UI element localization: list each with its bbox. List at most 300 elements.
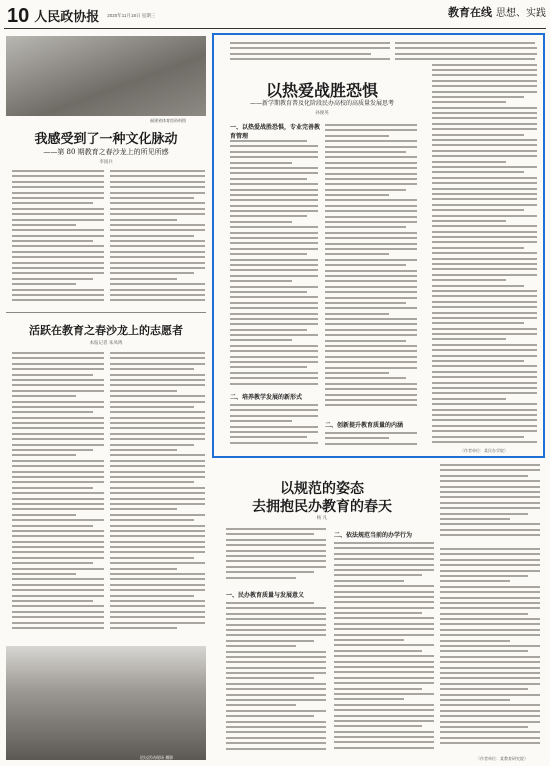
text-line — [226, 571, 314, 573]
text-line — [12, 208, 104, 210]
text-line — [12, 267, 104, 269]
text-line — [12, 390, 104, 392]
regulation-body-col3 — [440, 548, 540, 753]
text-line — [325, 377, 406, 379]
text-line — [334, 704, 434, 706]
text-line — [325, 183, 417, 185]
text-line — [230, 383, 318, 385]
text-line — [230, 302, 318, 304]
text-line — [230, 189, 318, 191]
regulation-title-line1: 以规范的姿态 — [280, 481, 364, 497]
text-line — [325, 275, 417, 277]
text-line — [12, 476, 104, 478]
text-line — [110, 368, 194, 370]
text-line — [325, 264, 406, 266]
text-line — [440, 602, 540, 604]
text-line — [110, 240, 205, 242]
text-line — [12, 449, 93, 451]
regulation-heading-1: 一、民办教育质量与发展意义 — [226, 592, 305, 599]
text-line — [334, 655, 434, 657]
text-line — [110, 535, 205, 537]
text-line — [12, 401, 104, 403]
text-line — [110, 471, 205, 473]
text-line — [325, 394, 417, 396]
text-line — [230, 47, 390, 49]
text-line — [334, 639, 404, 641]
text-line — [440, 523, 540, 525]
text-line — [110, 444, 194, 446]
text-line — [12, 514, 76, 516]
text-line — [110, 498, 205, 500]
text-line — [226, 694, 326, 696]
text-line — [226, 683, 326, 685]
text-line — [110, 192, 205, 194]
text-line — [432, 409, 537, 411]
text-line — [440, 507, 540, 509]
text-line — [12, 605, 104, 607]
text-line — [12, 611, 104, 613]
text-line — [12, 492, 104, 494]
photo-caption: 福建省体育馆资料图 — [150, 118, 186, 123]
text-line — [432, 134, 524, 136]
text-line — [325, 156, 417, 158]
text-line — [12, 229, 104, 231]
text-line — [12, 379, 104, 381]
text-line — [226, 624, 326, 626]
text-line — [230, 286, 318, 288]
text-line — [334, 596, 434, 598]
text-line — [226, 656, 326, 658]
regulation-title-line2: 去拥抱民办教育的春天 — [252, 499, 392, 515]
side-column-top — [440, 464, 540, 544]
text-line — [12, 192, 104, 194]
text-line — [230, 426, 318, 428]
text-line — [226, 748, 326, 750]
text-line — [12, 368, 104, 370]
text-line — [12, 181, 104, 183]
text-line — [226, 555, 326, 557]
text-line — [334, 725, 422, 727]
text-line — [334, 731, 434, 733]
text-line — [230, 210, 318, 212]
text-line — [432, 53, 537, 55]
text-line — [432, 441, 537, 443]
text-line — [110, 219, 177, 221]
regulation-footer: （作者单位：某教育研究院） — [476, 756, 528, 761]
text-line — [230, 162, 292, 164]
text-line — [12, 460, 104, 462]
text-line — [432, 117, 537, 119]
text-line — [334, 693, 434, 695]
text-line — [325, 167, 417, 169]
text-line — [440, 475, 528, 477]
article-subtitle-culture: ——第 80 期教育之春沙龙上的所见所感 — [43, 148, 169, 156]
text-line — [432, 382, 537, 384]
text-line — [12, 616, 104, 618]
text-line — [230, 409, 318, 411]
text-line — [12, 374, 93, 376]
text-line — [325, 388, 417, 390]
text-line — [440, 737, 540, 739]
text-line — [432, 279, 506, 281]
text-line — [432, 322, 524, 324]
text-line — [12, 427, 104, 429]
text-line — [226, 629, 326, 631]
text-line — [230, 377, 318, 379]
text-line — [110, 568, 177, 570]
text-line — [226, 539, 326, 541]
text-line — [440, 591, 540, 593]
text-line — [432, 333, 537, 335]
text-line — [110, 573, 205, 575]
text-line — [334, 736, 434, 738]
text-line — [432, 80, 537, 82]
text-line — [12, 262, 104, 264]
article-body-volunteers-col1 — [12, 352, 104, 637]
text-line — [230, 205, 318, 207]
text-line — [325, 340, 406, 342]
text-line — [226, 577, 296, 579]
text-line — [110, 272, 194, 274]
text-line — [110, 406, 194, 408]
text-line — [12, 175, 104, 177]
text-line — [432, 328, 537, 330]
text-line — [230, 431, 318, 433]
text-line — [440, 634, 540, 636]
text-line — [230, 156, 318, 158]
text-line — [12, 278, 93, 280]
text-line — [12, 438, 104, 440]
text-line — [230, 194, 318, 196]
text-line — [110, 584, 205, 586]
text-line — [432, 144, 537, 146]
text-line — [230, 248, 318, 250]
text-line — [440, 553, 540, 555]
text-line — [432, 182, 537, 184]
text-line — [334, 677, 434, 679]
text-line — [440, 640, 510, 642]
regulation-byline-text: 杨 凡 — [316, 516, 328, 521]
text-line — [12, 551, 104, 553]
text-line — [432, 274, 537, 276]
text-line — [226, 731, 326, 733]
text-line — [110, 245, 205, 247]
text-line — [432, 403, 537, 405]
text-line — [230, 307, 318, 309]
text-line — [325, 291, 417, 293]
text-line — [110, 605, 205, 607]
text-line — [334, 747, 434, 749]
text-line — [12, 256, 104, 258]
text-line — [334, 741, 434, 743]
text-line — [325, 437, 389, 439]
text-line — [12, 557, 104, 559]
text-line — [440, 742, 540, 744]
text-line — [440, 597, 540, 599]
text-line — [230, 259, 318, 261]
text-line — [432, 376, 537, 378]
text-line — [110, 616, 205, 618]
text-line — [12, 541, 104, 543]
text-line — [12, 213, 104, 215]
text-line — [12, 503, 104, 505]
text-line — [325, 361, 417, 363]
text-line — [432, 42, 506, 44]
text-line — [226, 667, 326, 669]
text-line — [110, 175, 205, 177]
text-line — [110, 530, 205, 532]
byline-volunteers-text: 本报记者 朱凤鸣 — [89, 341, 123, 346]
text-line — [440, 534, 540, 536]
text-line — [110, 283, 205, 285]
featured-body-col1b — [230, 404, 318, 450]
text-line — [334, 698, 404, 700]
text-line — [230, 53, 371, 55]
text-line — [325, 345, 417, 347]
text-line — [226, 607, 326, 609]
text-line — [432, 392, 537, 394]
text-line — [334, 547, 434, 549]
text-line — [432, 436, 524, 438]
text-line — [110, 449, 177, 451]
text-line — [440, 694, 540, 696]
text-line — [432, 91, 537, 93]
text-line — [325, 162, 417, 164]
text-line — [110, 476, 205, 478]
text-line — [440, 480, 540, 482]
text-line — [110, 551, 205, 553]
text-line — [12, 357, 104, 359]
text-line — [334, 650, 422, 652]
text-line — [432, 241, 537, 243]
text-line — [12, 186, 104, 188]
text-line — [432, 161, 506, 163]
featured-body-col1 — [230, 140, 318, 390]
text-line — [432, 252, 537, 254]
text-line — [12, 454, 76, 456]
text-line — [432, 312, 537, 314]
text-line — [325, 323, 417, 325]
text-line — [432, 171, 524, 173]
text-line — [432, 344, 537, 346]
text-line — [110, 525, 205, 527]
text-line — [432, 112, 537, 114]
text-line — [334, 601, 434, 603]
text-line — [440, 469, 540, 471]
text-line — [12, 283, 76, 285]
text-line — [432, 101, 506, 103]
text-line — [230, 226, 318, 228]
text-line — [440, 656, 540, 658]
text-line — [440, 586, 540, 588]
section-title: 教育在线 — [448, 6, 492, 19]
text-line — [230, 372, 318, 374]
text-line — [325, 210, 417, 212]
text-line — [110, 411, 205, 413]
featured-footer: （作者单位：某民办学院） — [460, 448, 508, 453]
text-line — [325, 226, 406, 228]
featured-heading-1: 一、以热爱战胜恐惧，专业完善教育管理 — [230, 124, 321, 140]
text-line — [12, 573, 76, 575]
text-line — [110, 595, 194, 597]
text-line — [230, 436, 307, 438]
text-line — [440, 496, 540, 498]
text-line — [230, 345, 318, 347]
text-line — [440, 564, 540, 566]
text-line — [12, 197, 104, 199]
text-line — [432, 236, 537, 238]
text-line — [110, 181, 205, 183]
text-line — [325, 383, 417, 385]
text-line — [110, 460, 205, 462]
text-line — [440, 699, 510, 701]
text-line — [325, 151, 406, 153]
text-line — [440, 570, 540, 572]
text-line — [226, 602, 314, 604]
text-line — [440, 486, 540, 488]
text-line — [110, 294, 205, 296]
text-line — [334, 569, 434, 571]
featured-heading-2: 二、培养教学发展的新形式 — [230, 394, 303, 401]
text-line — [432, 285, 524, 287]
text-line — [334, 661, 434, 663]
text-line — [432, 306, 537, 308]
article-body-volunteers-col2 — [110, 352, 205, 637]
page-number: 10 — [7, 4, 30, 27]
text-line — [230, 178, 307, 180]
text-line — [226, 528, 326, 530]
article-body-culture-col1 — [12, 170, 104, 308]
text-line — [432, 198, 537, 200]
text-line — [432, 96, 524, 98]
text-line — [334, 558, 434, 560]
text-line — [110, 622, 205, 624]
text-line — [12, 600, 93, 602]
text-line — [12, 406, 104, 408]
text-line — [110, 208, 205, 210]
text-line — [432, 419, 537, 421]
text-line — [230, 334, 318, 336]
text-line — [325, 135, 389, 137]
bottom-photo-caption: 论坛活动现场 摄影 — [140, 755, 174, 760]
text-line — [325, 221, 417, 223]
text-line — [110, 374, 205, 376]
text-line — [12, 352, 104, 354]
text-line — [226, 566, 326, 568]
text-line — [226, 544, 326, 546]
text-line — [230, 140, 307, 142]
text-line — [12, 589, 104, 591]
text-line — [440, 502, 540, 504]
text-line — [226, 550, 326, 552]
text-line — [334, 720, 434, 722]
text-line — [432, 188, 537, 190]
text-line — [110, 508, 177, 510]
text-line — [12, 245, 104, 247]
text-line — [12, 508, 104, 510]
text-line — [12, 170, 104, 172]
text-line — [12, 578, 104, 580]
text-line — [325, 259, 417, 261]
text-line — [432, 301, 537, 303]
issue-date: 2020年11月18日 星期三 — [107, 12, 156, 18]
text-line — [226, 560, 326, 562]
text-line — [440, 645, 540, 647]
text-line — [440, 529, 540, 531]
text-line — [432, 128, 537, 130]
building-photo — [6, 36, 206, 116]
text-line — [110, 401, 205, 403]
text-line — [230, 296, 318, 298]
text-line — [110, 202, 205, 204]
text-line — [230, 366, 307, 368]
text-line — [12, 530, 104, 532]
text-line — [110, 251, 205, 253]
text-line — [432, 85, 537, 87]
text-line — [432, 360, 524, 362]
featured-subtitle: ——新学期教育普及化阶段民办高校的高质量发展思考 — [249, 100, 394, 107]
text-line — [432, 355, 537, 357]
text-line — [230, 167, 318, 169]
section-header — [448, 4, 546, 20]
text-line — [432, 47, 537, 49]
text-line — [110, 492, 205, 494]
text-line — [334, 709, 434, 711]
text-line — [432, 268, 537, 270]
text-line — [230, 356, 318, 358]
featured-intro — [230, 42, 390, 68]
text-line — [230, 237, 318, 239]
text-line — [110, 514, 205, 516]
text-line — [12, 471, 104, 473]
featured-byline — [212, 110, 432, 116]
text-line — [432, 317, 537, 319]
text-line — [110, 465, 205, 467]
text-line — [110, 229, 205, 231]
text-line — [325, 404, 417, 406]
text-line — [325, 189, 406, 191]
text-line — [325, 443, 417, 445]
text-line — [440, 704, 540, 706]
text-line — [325, 253, 389, 255]
text-line — [226, 704, 296, 706]
text-line — [334, 671, 434, 673]
text-line — [12, 535, 104, 537]
text-line — [432, 215, 537, 217]
text-line — [334, 623, 434, 625]
text-line — [432, 430, 537, 432]
text-line — [230, 420, 292, 422]
divider-left — [6, 312, 206, 313]
regulation-body-col1 — [226, 602, 326, 757]
text-line — [12, 363, 104, 365]
text-line — [432, 387, 537, 389]
text-line — [440, 677, 540, 679]
text-line — [325, 313, 389, 315]
text-line — [440, 715, 540, 717]
text-line — [110, 519, 194, 521]
text-line — [334, 574, 422, 576]
text-line — [12, 562, 93, 564]
text-line — [226, 737, 326, 739]
text-line — [230, 269, 318, 271]
text-line — [325, 350, 417, 352]
text-line — [440, 580, 510, 582]
text-line — [230, 323, 318, 325]
text-line — [12, 251, 104, 253]
text-line — [230, 145, 318, 147]
text-line — [440, 623, 540, 625]
